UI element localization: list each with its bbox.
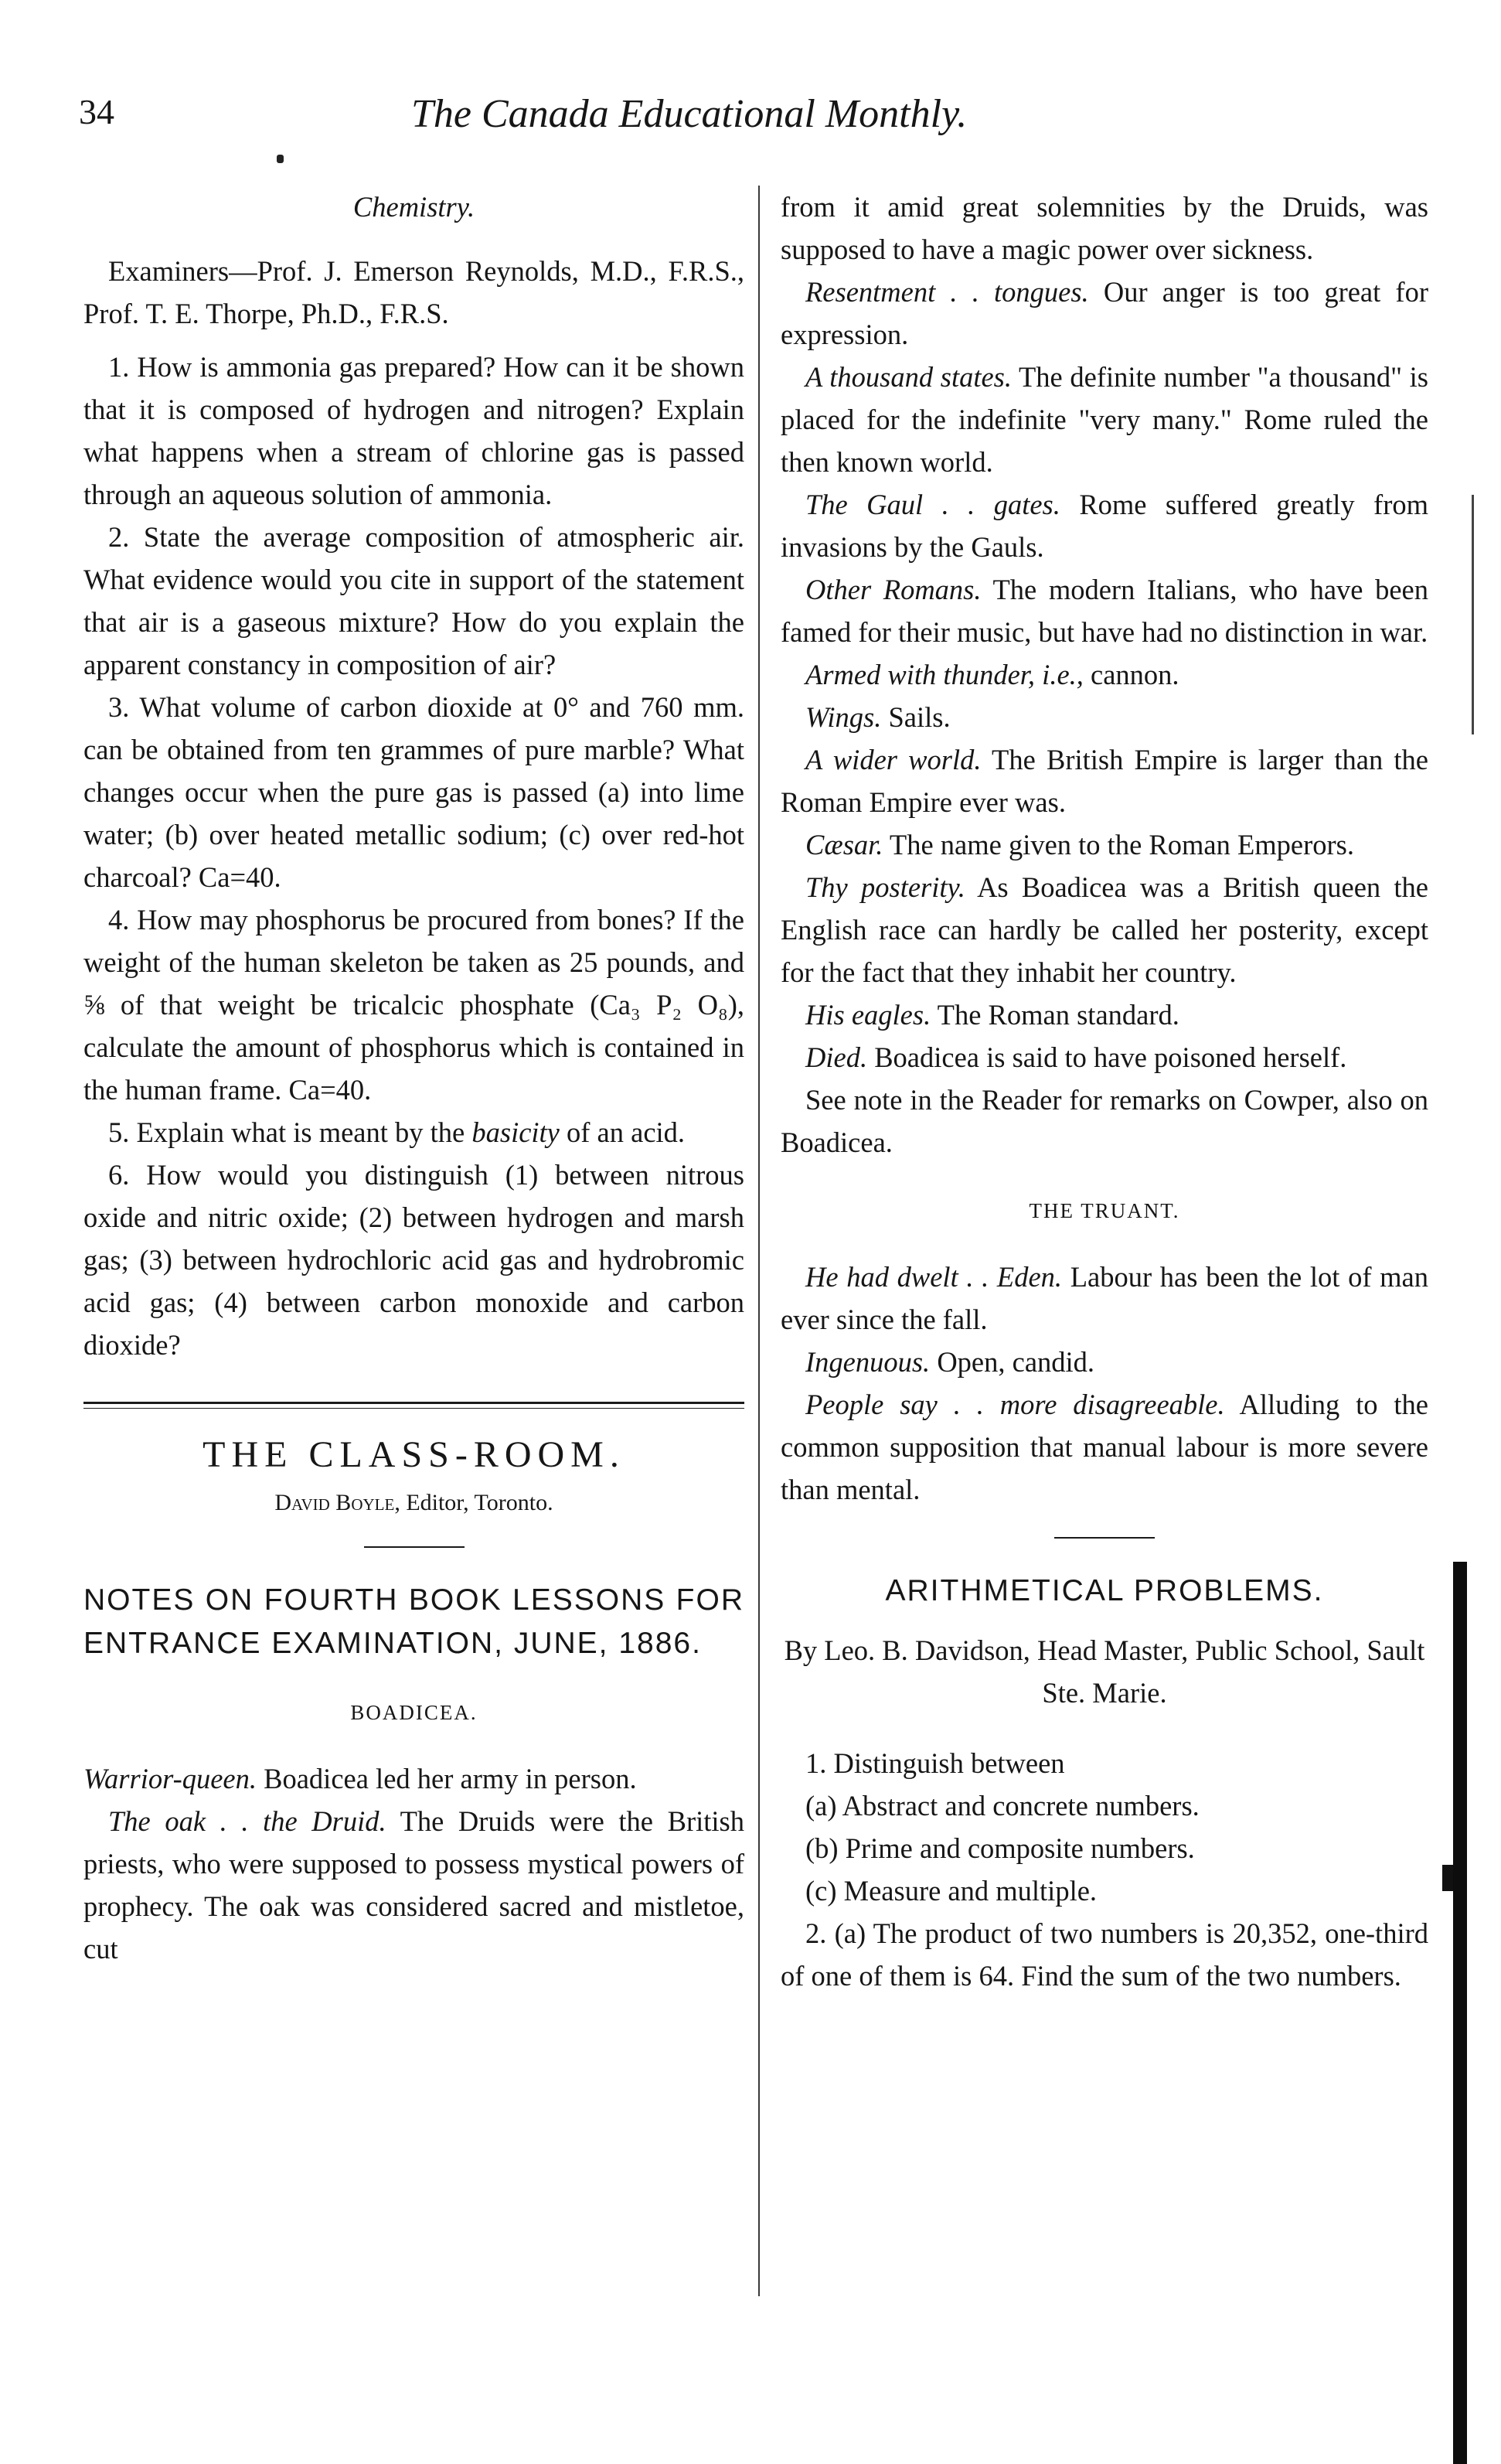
binding-mark xyxy=(1442,1865,1453,1891)
note-text: Boadicea is said to have poisoned herself. xyxy=(867,1041,1347,1073)
note-text: As Boadicea was a British queen the English race can hardly be called her posterity, except for the fact that they inhabit her country. xyxy=(781,871,1429,988)
chemistry-question-6: 6. How would you distinguish (1) between nitrous oxide and nitric oxide; (2) between hydrogen and marsh gas; (3) between hydrochloric acid gas and hydrobromic acid gas; (4) between carbon monoxide and carbon dioxide? xyxy=(83,1159,744,1361)
problem-1a: (a) Abstract and concrete numbers. xyxy=(805,1790,1200,1822)
note-term: A thousand states. xyxy=(805,361,1013,393)
problem-1c: (c) Measure and multiple. xyxy=(805,1875,1098,1907)
problem-2: 2. (a) The product of two numbers is 20,352, one-third of one of them is 64. Find the sum of the two numbers. xyxy=(781,1917,1428,1992)
running-head xyxy=(79,91,1084,161)
note-oak-druid xyxy=(83,1800,744,1970)
margin-mark xyxy=(1472,495,1474,734)
note-text: The British Empire is larger than the Roman Empire ever was. xyxy=(781,744,1429,818)
note-term: He had dwelt . . Eden. xyxy=(805,1261,1063,1293)
note-term: Resentment . . tongues. xyxy=(805,276,1089,308)
q5-text: 5. Explain what is meant by the xyxy=(108,1116,472,1148)
note-item xyxy=(781,993,1428,1036)
short-rule xyxy=(364,1546,465,1548)
short-rule xyxy=(1054,1537,1155,1539)
note-text: cannon. xyxy=(1083,659,1179,690)
note-text: The Roman standard. xyxy=(931,999,1179,1031)
arithmetic-byline: By Leo. B. Davidson, Head Master, Public School, Sault Ste. Marie. xyxy=(784,1634,1425,1709)
note-item xyxy=(781,271,1428,356)
note-term: The oak . . the Druid. xyxy=(108,1805,386,1837)
page-number: 34 xyxy=(79,92,114,131)
note-item xyxy=(781,696,1428,738)
problem-1: 1. Distinguish between xyxy=(805,1747,1065,1779)
editor-rest: , Editor, Toronto. xyxy=(394,1490,553,1515)
ink-speck xyxy=(277,155,284,163)
notes-heading: NOTES ON FOURTH BOOK LESSONS FOR ENTRANCE EXAMINATION, JUNE, 1886. xyxy=(83,1583,744,1660)
note-term: Other Romans. xyxy=(805,574,982,605)
note-text: The definite number "a thousand" is placed for the indefinite "very many." Rome ruled the then known world. xyxy=(781,361,1429,478)
truant-note xyxy=(781,1341,1428,1383)
note-term: The Gaul . . gates. xyxy=(805,489,1060,520)
section-rule xyxy=(83,1402,744,1409)
classroom-title: THE CLASS-ROOM. xyxy=(203,1434,625,1475)
chemistry-question-5 xyxy=(83,1111,744,1154)
note-text: Open, candid. xyxy=(930,1346,1095,1378)
column-divider xyxy=(758,186,760,2296)
q5-italic-term: basicity xyxy=(471,1116,560,1148)
note-item xyxy=(781,738,1428,823)
note-item xyxy=(781,483,1428,568)
note-item xyxy=(781,653,1428,696)
chemistry-question-4: 4. How may phosphorus be procured from bones? If the weight of the human skeleton be taken as 25 pounds, and ⅝ of that weight be tricalcic phosphate (Ca₃ P₂ O₈), calculate the amount of phosphorus which is contained in the human frame. Ca=40. xyxy=(83,904,744,1106)
note-term: Cæsar. xyxy=(805,829,883,861)
note-term: Wings. xyxy=(805,701,882,733)
note-term: His eagles. xyxy=(805,999,931,1031)
note-term: Armed with thunder, i.e., xyxy=(805,659,1084,690)
note-text: Labour has been the lot of man ever since the fall. xyxy=(781,1261,1429,1335)
note-item xyxy=(781,866,1428,993)
note-item xyxy=(781,568,1428,653)
examiners: Examiners—Prof. J. Emerson Reynolds, M.D., F.R.S., Prof. T. E. Thorpe, Ph.D., F.R.S. xyxy=(83,255,744,329)
truant-note xyxy=(781,1383,1428,1511)
note-text: Boadicea led her army in person. xyxy=(257,1763,637,1794)
chemistry-title: Chemistry. xyxy=(352,191,475,223)
right-column xyxy=(781,186,1428,1997)
note-text: Sails. xyxy=(881,701,951,733)
chemistry-question-2: 2. State the average composition of atmospheric air. What evidence would you cite in support of the statement that air is a gaseous mixture? How do you explain the apparent constancy in composition of air? xyxy=(83,521,744,680)
note-item xyxy=(781,823,1428,866)
note-term: A wider world. xyxy=(805,744,982,775)
note-text: The Druids were the British priests, who were supposed to possess mystical powers of prophecy. The oak was considered sacred and mistletoe, cut xyxy=(83,1805,744,1965)
boadicea-heading: BOADICEA. xyxy=(350,1701,478,1724)
note-text: Rome suffered greatly from invasions by the Gauls. xyxy=(781,489,1428,563)
note-text: Alluding to the common supposition that manual labour is more severe than mental. xyxy=(781,1389,1428,1505)
arithmetic-heading: ARITHMETICAL PROBLEMS. xyxy=(885,1574,1324,1607)
note-item xyxy=(781,1036,1428,1079)
truant-heading: THE TRUANT. xyxy=(1029,1199,1180,1222)
note-term: Thy posterity. xyxy=(805,871,965,903)
binding-edge xyxy=(1453,1562,1467,2464)
note-text: The modern Italians, who have been famed for their music, but have had no distinction in war. xyxy=(781,574,1428,648)
note-text: The name given to the Roman Emperors. xyxy=(883,829,1354,861)
journal-title: The Canada Educational Monthly. xyxy=(411,92,968,136)
chemistry-question-1: 1. How is ammonia gas prepared? How can it be shown that it is composed of hydrogen and nitrogen? Explain what happens when a stream of chlorine gas is passed through an aqueous solution of ammonia. xyxy=(83,351,744,510)
q5-end: of an acid. xyxy=(559,1116,686,1148)
see-note: See note in the Reader for remarks on Cowper, also on Boadicea. xyxy=(781,1084,1428,1158)
continued-text: from it amid great solemnities by the Druids, was supposed to have a magic power over sickness. xyxy=(781,191,1428,265)
note-item xyxy=(781,356,1428,483)
note-term: Warrior-queen. xyxy=(83,1763,257,1794)
editor-name: David Boyle xyxy=(274,1490,395,1515)
truant-note xyxy=(781,1256,1428,1341)
note-term: Ingenuous. xyxy=(805,1346,931,1378)
note-term: People say . . more disagreeable. xyxy=(805,1389,1225,1420)
note-term: Died. xyxy=(805,1041,868,1073)
left-column xyxy=(83,186,744,1970)
note-text: Our anger is too great for expression. xyxy=(781,276,1428,350)
note-warrior-queen xyxy=(83,1757,744,1800)
chemistry-question-3: 3. What volume of carbon dioxide at 0° and 760 mm. can be obtained from ten grammes of pure marble? What changes occur when the pure gas is passed (a) into lime water; (b) over heated metallic sodium; (c) over red-hot charcoal? Ca=40. xyxy=(83,691,744,893)
problem-1b: (b) Prime and composite numbers. xyxy=(805,1832,1195,1864)
classroom-editor xyxy=(83,1486,744,1520)
